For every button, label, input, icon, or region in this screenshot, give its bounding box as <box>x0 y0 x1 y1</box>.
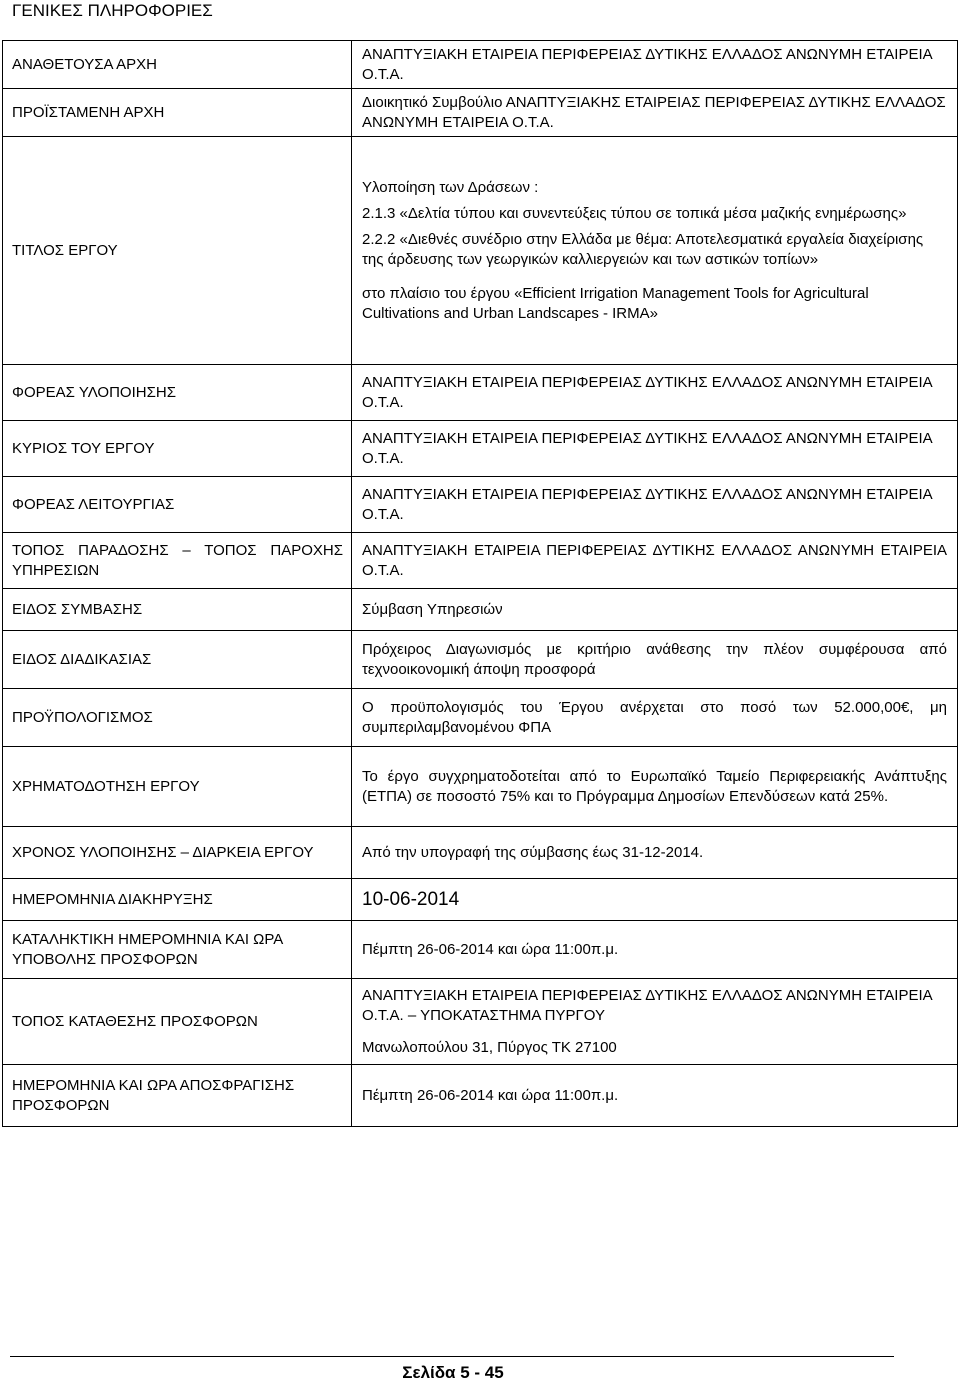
label-project-owner: ΚΥΡΙΟΣ ΤΟΥ ΕΡΓΟΥ <box>3 421 352 477</box>
label-implementing-body: ΦΟΡΕΑΣ ΥΛΟΠΟΙΗΣΗΣ <box>3 365 352 421</box>
value-implementing-body: ΑΝΑΠΤΥΞΙΑΚΗ ΕΤΑΙΡΕΙΑ ΠΕΡΙΦΕΡΕΙΑΣ ΔΥΤΙΚΗΣ ΕΛΛΑΔΟΣ ΑΝΩΝΥΜΗ ΕΤΑΙΡΕΙΑ Ο.Τ.Α. <box>352 365 958 421</box>
row-funding <box>3 747 958 827</box>
submission-place-name: ΑΝΑΠΤΥΞΙΑΚΗ ΕΤΑΙΡΕΙΑ ΠΕΡΙΦΕΡΕΙΑΣ ΔΥΤΙΚΗΣ ΕΛΛΑΔΟΣ ΑΝΩΝΥΜΗ ΕΤΑΙΡΕΙΑ Ο.Τ.Α. – ΥΠΟΚΑΤΑΣΤΗΜΑ ΠΥΡΓΟΥ <box>362 986 932 1024</box>
label-procedure-type: ΕΙΔΟΣ ΔΙΑΔΙΚΑΣΙΑΣ <box>3 631 352 689</box>
value-project-title <box>352 137 958 365</box>
row-project-owner <box>3 421 958 477</box>
value-submission-place <box>352 979 958 1065</box>
row-project-title <box>3 137 958 365</box>
label-submission-deadline: ΚΑΤΑΛΗΚΤΙΚΗ ΗΜΕΡΟΜΗΝΙΑ ΚΑΙ ΩΡΑ ΥΠΟΒΟΛΗΣ ΠΡΟΣΦΟΡΩΝ <box>3 921 352 979</box>
project-title-action-2: 2.2.2 «Διεθνές συνέδριο στην Ελλάδα με θέμα: Αποτελεσματικά εργαλεία διαχείρισης της άρδευσης των γεωργικών καλλιεργειών και των αστικών τοπίων» <box>362 230 924 268</box>
value-duration: Από την υπογραφή της σύμβασης έως 31-12-2014. <box>352 827 958 879</box>
row-duration <box>3 827 958 879</box>
row-contracting-authority <box>3 41 958 89</box>
row-delivery-place <box>3 533 958 589</box>
value-announcement-date <box>352 879 958 921</box>
label-duration: ΧΡΟΝΟΣ ΥΛΟΠΟΙΗΣΗΣ – ΔΙΑΡΚΕΙΑ ΕΡΓΟΥ <box>3 827 352 879</box>
project-title-intro: Υλοποίηση των Δράσεων : <box>362 178 539 196</box>
value-operating-body: ΑΝΑΠΤΥΞΙΑΚΗ ΕΤΑΙΡΕΙΑ ΠΕΡΙΦΕΡΕΙΑΣ ΔΥΤΙΚΗΣ ΕΛΛΑΔΟΣ ΑΝΩΝΥΜΗ ΕΤΑΙΡΕΙΑ Ο.Τ.Α. <box>352 477 958 533</box>
row-submission-place <box>3 979 958 1065</box>
value-delivery-place: ΑΝΑΠΤΥΞΙΑΚΗ ΕΤΑΙΡΕΙΑ ΠΕΡΙΦΕΡΕΙΑΣ ΔΥΤΙΚΗΣ ΕΛΛΑΔΟΣ ΑΝΩΝΥΜΗ ΕΤΑΙΡΕΙΑ Ο.Τ.Α. <box>352 533 958 589</box>
label-opening-date: ΗΜΕΡΟΜΗΝΙΑ ΚΑΙ ΩΡΑ ΑΠΟΣΦΡΑΓΙΣΗΣ ΠΡΟΣΦΟΡΩΝ <box>3 1065 352 1127</box>
label-contract-type: ΕΙΔΟΣ ΣΥΜΒΑΣΗΣ <box>3 589 352 631</box>
label-contracting-authority: ΑΝΑΘΕΤΟΥΣΑ ΑΡΧΗ <box>3 41 352 89</box>
section-title: ΓΕΝΙΚΕΣ ΠΛΗΡΟΦΟΡΙΕΣ <box>12 1 213 20</box>
submission-place-address: Μανωλοπούλου 31, Πύργος ΤΚ 27100 <box>362 1038 617 1056</box>
row-implementing-body <box>3 365 958 421</box>
value-contracting-authority: ΑΝΑΠΤΥΞΙΑΚΗ ΕΤΑΙΡΕΙΑ ΠΕΡΙΦΕΡΕΙΑΣ ΔΥΤΙΚΗΣ ΕΛΛΑΔΟΣ ΑΝΩΝΥΜΗ ΕΤΑΙΡΕΙΑ Ο.Τ.Α. <box>352 41 958 89</box>
row-submission-deadline <box>3 921 958 979</box>
general-info-table <box>2 40 958 1127</box>
value-opening-date: Πέμπτη 26-06-2014 και ώρα 11:00π.μ. <box>352 1065 958 1127</box>
label-supervising-authority: ΠΡΟΪΣΤΑΜΕΝΗ ΑΡΧΗ <box>3 89 352 137</box>
page-number: Σελίδα 5 - 45 <box>402 1363 504 1382</box>
value-budget: Ο προϋπολογισμός του Έργου ανέρχεται στο ποσό των 52.000,00€, μη συμπεριλαμβανομένου ΦΠΑ <box>352 689 958 747</box>
row-budget <box>3 689 958 747</box>
label-operating-body: ΦΟΡΕΑΣ ΛΕΙΤΟΥΡΓΙΑΣ <box>3 477 352 533</box>
row-supervising-authority <box>3 89 958 137</box>
project-title-context: στο πλαίσιο του έργου «Efficient Irrigation Management Tools for Agricultural Cultivations and Urban Landscapes - IRMA» <box>362 284 869 322</box>
row-contract-type <box>3 589 958 631</box>
label-announcement-date: ΗΜΕΡΟΜΗΝΙΑ ΔΙΑΚΗΡΥΞΗΣ <box>3 879 352 921</box>
value-procedure-type: Πρόχειρος Διαγωνισμός με κριτήριο ανάθεσης την πλέον συμφέρουσα από τεχνοοικονομική άποψη προσφορά <box>352 631 958 689</box>
label-budget: ΠΡΟΫΠΟΛΟΓΙΣΜΟΣ <box>3 689 352 747</box>
value-project-owner: ΑΝΑΠΤΥΞΙΑΚΗ ΕΤΑΙΡΕΙΑ ΠΕΡΙΦΕΡΕΙΑΣ ΔΥΤΙΚΗΣ ΕΛΛΑΔΟΣ ΑΝΩΝΥΜΗ ΕΤΑΙΡΕΙΑ Ο.Τ.Α. <box>352 421 958 477</box>
project-title-action-1: 2.1.3 «Δελτία τύπου και συνεντεύξεις τύπου σε τοπικά μέσα μαζικής ενημέρωσης» <box>362 204 907 222</box>
value-supervising-authority: Διοικητικό Συμβούλιο ΑΝΑΠΤΥΞΙΑΚΗΣ ΕΤΑΙΡΕΙΑΣ ΠΕΡΙΦΕΡΕΙΑΣ ΔΥΤΙΚΗΣ ΕΛΛΑΔΟΣ ΑΝΩΝΥΜΗ ΕΤΑΙΡΕΙΑ Ο.Τ.Α. <box>352 89 958 137</box>
value-contract-type: Σύμβαση Υπηρεσιών <box>352 589 958 631</box>
label-submission-place: ΤΟΠΟΣ ΚΑΤΑΘΕΣΗΣ ΠΡΟΣΦΟΡΩΝ <box>3 979 352 1065</box>
value-submission-deadline: Πέμπτη 26-06-2014 και ώρα 11:00π.μ. <box>352 921 958 979</box>
footer-divider <box>10 1356 894 1357</box>
row-operating-body <box>3 477 958 533</box>
row-announcement-date <box>3 879 958 921</box>
announcement-date-text: 10-06-2014 <box>362 888 460 910</box>
value-funding: Το έργο συγχρηματοδοτείται από το Ευρωπαϊκό Ταμείο Περιφερειακής Ανάπτυξης (ΕΤΠΑ) σε ποσοστό 75% και το Πρόγραμμα Δημοσίων Επενδύσεων κατά 25%. <box>352 747 958 827</box>
label-funding: ΧΡΗΜΑΤΟΔΟΤΗΣΗ ΕΡΓΟΥ <box>3 747 352 827</box>
label-project-title: ΤΙΤΛΟΣ ΕΡΓΟΥ <box>3 137 352 365</box>
label-delivery-place: ΤΟΠΟΣ ΠΑΡΑΔΟΣΗΣ – ΤΟΠΟΣ ΠΑΡΟΧΗΣ ΥΠΗΡΕΣΙΩΝ <box>3 533 352 589</box>
row-opening-date <box>3 1065 958 1127</box>
row-procedure-type <box>3 631 958 689</box>
